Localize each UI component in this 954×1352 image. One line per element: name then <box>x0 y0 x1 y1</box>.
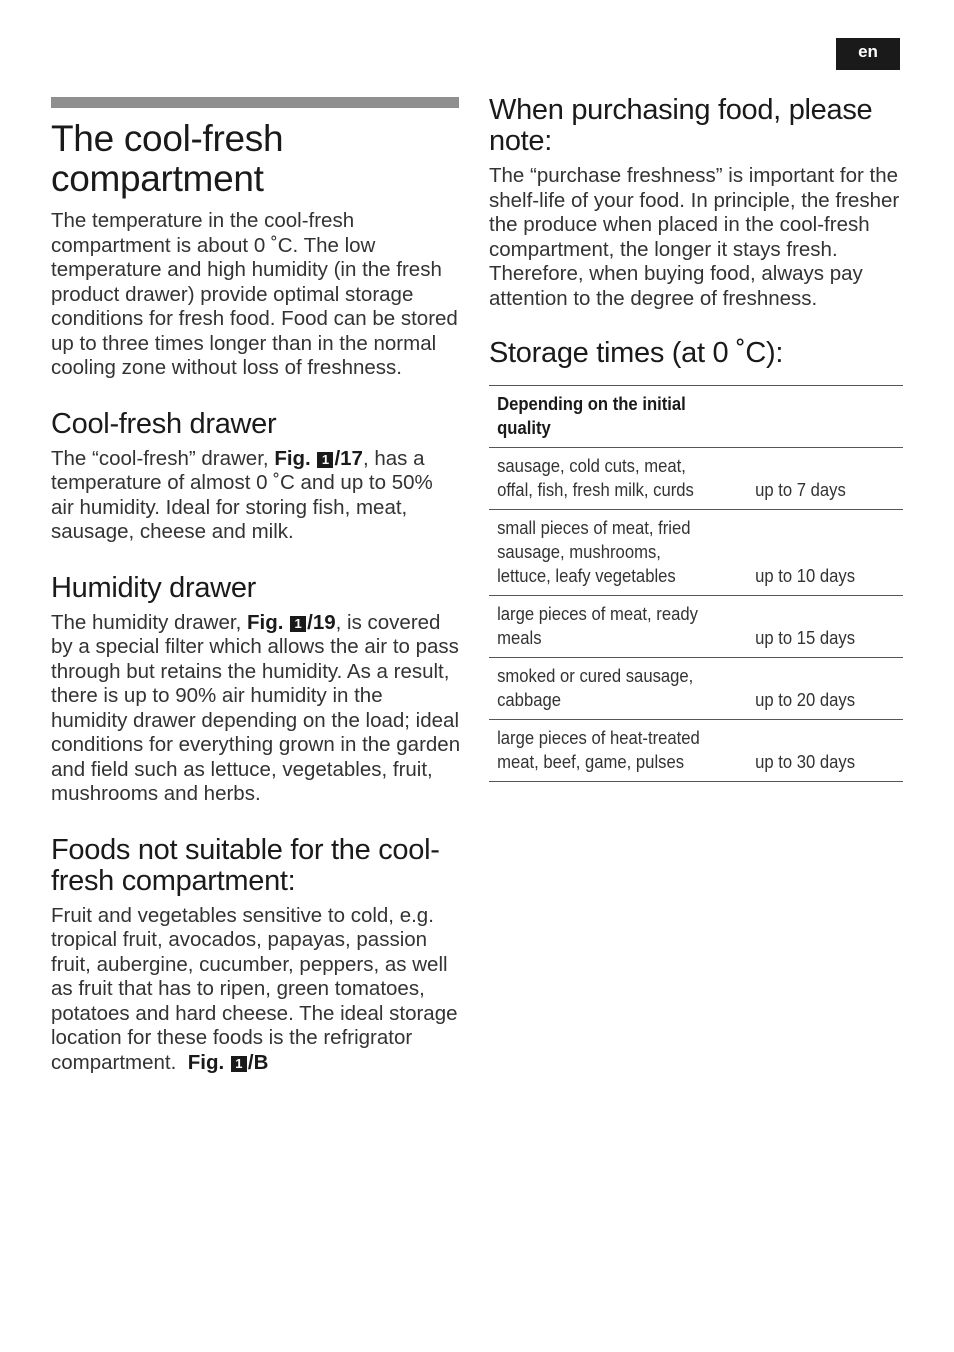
page-title: The cool-fresh compartment <box>51 118 284 199</box>
figure-number-icon: 1 <box>231 1056 247 1072</box>
unsuitable-foods-paragraph <box>51 904 461 1076</box>
drawer-text-1: The “cool-fresh” drawer, <box>51 446 269 470</box>
unsuitable-foods-section <box>51 835 461 1076</box>
table-header-row <box>489 386 903 448</box>
table-header-text: Depending on the initial quality <box>497 393 686 438</box>
table-row <box>489 720 903 782</box>
days-cell: up to 20 days <box>755 689 856 710</box>
humidity-drawer-paragraph <box>51 611 461 807</box>
cool-fresh-drawer-section <box>51 409 461 545</box>
figure-ref-label: Fig. <box>187 1050 225 1074</box>
food-cell: smoked or cured sausage, cabbage <box>497 665 694 710</box>
food-cell: sausage, cold cuts, meat, offal, fish, fresh milk, curds <box>497 455 694 500</box>
figure-ref-number: /B <box>247 1050 269 1074</box>
figure-ref-number: /17 <box>334 446 363 470</box>
days-cell: up to 10 days <box>755 565 856 586</box>
intro-paragraph: The temperature in the cool-fresh compartment is about 0 ˚C. The low temperature and high humidity (in the fresh product drawer) provide optimal storage conditions for fresh food. Food can be stored up to three times longer than in the normal cooling zone without loss of freshness. <box>51 209 458 379</box>
title-rule <box>51 97 459 108</box>
figure-number-icon: 1 <box>290 616 306 632</box>
food-cell: large pieces of heat-treated meat, beef, game, pulses <box>497 727 700 772</box>
humidity-text-2: , is covered by a special filter which allows the air to pass through but retains the humidity. As a result, there is up to 90% air humidity in the humidity drawer depending on the load; ideal conditions for everything grown in the garden and field such as lettuce, vegetables, fruit, mushrooms and herbs. <box>51 610 461 805</box>
language-badge: en <box>836 38 900 70</box>
cool-fresh-drawer-heading: Cool-fresh drawer <box>51 407 277 440</box>
figure-ref-label: Fig. <box>246 610 284 634</box>
unsuitable-foods-heading: Foods not suitable for the cool-fresh compartment: <box>51 833 440 897</box>
right-column <box>489 95 903 782</box>
purchasing-heading: When purchasing food, please note: <box>489 94 873 157</box>
food-cell: large pieces of meat, ready meals <box>497 603 698 648</box>
food-cell: small pieces of meat, fried sausage, mushrooms, lettuce, leafy vegetables <box>497 517 691 586</box>
table-header-cell <box>489 386 862 448</box>
table-row <box>489 596 903 658</box>
days-cell: up to 30 days <box>755 751 856 772</box>
table-body <box>489 448 903 782</box>
figure-number-icon: 1 <box>317 452 333 468</box>
humidity-drawer-heading: Humidity drawer <box>51 571 256 604</box>
left-column <box>51 97 461 1075</box>
table-row <box>489 510 903 596</box>
purchasing-paragraph: The “purchase freshness” is important for the shelf-life of your food. In principle, the fresher the produce when placed in the cool-fresh compartment, the longer it stays fresh. Therefore, when buying food, always pay attention to the degree of freshness. <box>489 164 900 310</box>
unsuitable-text: Fruit and vegetables sensitive to cold, e.g. tropical fruit, avocados, papayas, passion fruit, aubergine, cucumber, peppers, as well as fruit that has to ripen, green tomatoes, potatoes and hard cheese. The ideal storage location for these foods is the refrigrator compartment. <box>51 903 458 1074</box>
table-row <box>489 448 903 510</box>
days-cell: up to 15 days <box>755 627 856 648</box>
figure-ref-number: /19 <box>307 610 336 634</box>
humidity-drawer-section <box>51 573 461 807</box>
humidity-text-1: The humidity drawer, <box>51 610 242 634</box>
drawer-text-2: , has a temperature of almost 0 ˚C and up to 50% air humidity. Ideal for storing fish, meat, sausage, cheese and milk. <box>51 446 433 543</box>
days-cell: up to 7 days <box>755 479 846 500</box>
cool-fresh-drawer-paragraph <box>51 447 461 545</box>
figure-ref-label: Fig. <box>274 446 311 470</box>
table-row <box>489 658 903 720</box>
storage-times-table <box>489 385 903 782</box>
storage-times-heading: Storage times (at 0 ˚C): <box>489 337 784 369</box>
